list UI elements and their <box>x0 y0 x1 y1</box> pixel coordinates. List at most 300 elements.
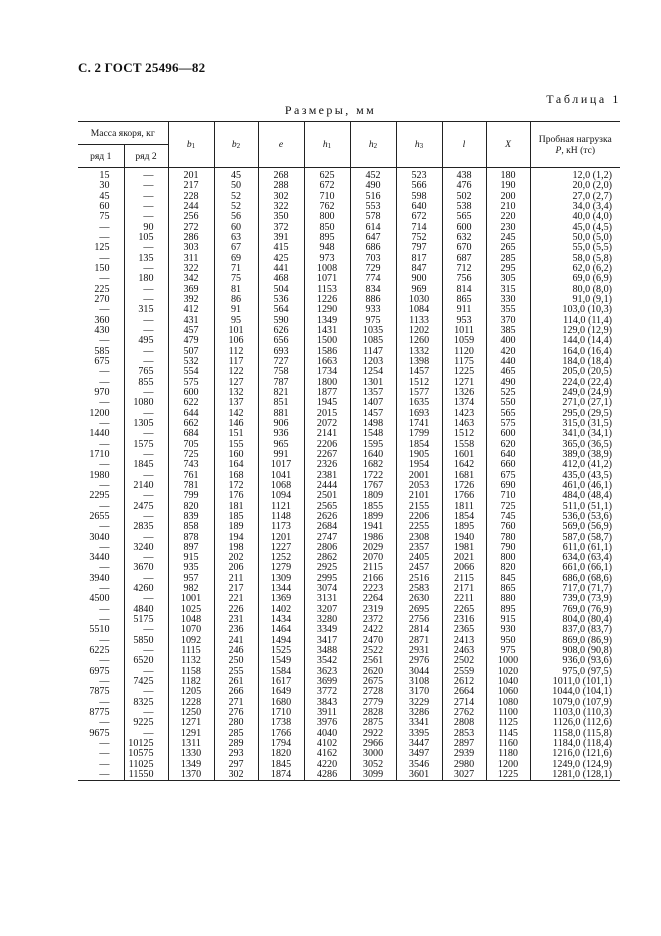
table-row <box>78 233 620 243</box>
table-cell: 2206 <box>304 440 350 450</box>
table-cell: 200 <box>486 192 530 202</box>
table-cell: 626 <box>258 326 304 336</box>
table-cell: 246 <box>214 646 258 656</box>
table-cell: 60 <box>214 223 258 233</box>
table-cell: 536,0 (53,6) <box>530 512 620 522</box>
table-cell: 598 <box>396 192 442 202</box>
table-cell: 3940 <box>89 572 110 584</box>
table-cell: 7875 <box>89 686 110 698</box>
table-cell: 1767 <box>350 481 396 491</box>
table-cell: 504 <box>258 285 304 295</box>
table-cell: 1498 <box>350 419 396 429</box>
table-cell: 532 <box>168 357 214 367</box>
table-cell: 575 <box>168 378 214 388</box>
table-cell: 392 <box>168 295 214 305</box>
table-cell: 3440 <box>89 552 110 564</box>
table-row <box>78 285 620 295</box>
table-cell: 1175 <box>442 357 486 367</box>
table-cell: — <box>124 429 168 439</box>
table-cell: 933 <box>350 305 396 315</box>
table-cell: 4500 <box>89 593 110 605</box>
table-cell: 202 <box>214 553 258 563</box>
table-cell: 2995 <box>304 574 350 584</box>
table-cell: 101 <box>214 326 258 336</box>
table-cell: 1035 <box>350 326 396 336</box>
table-cell: 30 <box>99 180 110 192</box>
table-cell: 2828 <box>350 708 396 718</box>
table-cell: 3341 <box>396 718 442 728</box>
table-cell: 2747 <box>304 532 350 542</box>
table-cell: 935 <box>168 563 214 573</box>
table-row <box>78 223 620 233</box>
table-cell: 800 <box>304 212 350 222</box>
table-cell: 640 <box>396 202 442 212</box>
table-cell: 600 <box>486 429 530 439</box>
table-cell: 56 <box>214 212 258 222</box>
table-cell: 1148 <box>258 512 304 522</box>
table-cell: 3286 <box>396 708 442 718</box>
table-cell: 1464 <box>258 625 304 635</box>
table-cell: 4286 <box>304 770 350 781</box>
table-cell: 11550 <box>124 770 168 781</box>
table-cell: 2925 <box>304 563 350 573</box>
table-cell: 1954 <box>396 460 442 470</box>
table-cell: 3027 <box>442 770 486 781</box>
table-row <box>78 615 620 625</box>
table-row <box>78 450 620 460</box>
table-cell: 2206 <box>396 512 442 522</box>
table-row <box>78 563 620 573</box>
table-cell: 322 <box>168 264 214 274</box>
table-cell: 760 <box>486 522 530 532</box>
table-cell: 950 <box>486 636 530 646</box>
table-title: Таблица 1 <box>546 92 621 106</box>
table-cell: 622 <box>168 398 214 408</box>
table-cell: 172 <box>214 481 258 491</box>
table-cell: 81 <box>214 285 258 295</box>
table-cell: 2664 <box>442 687 486 697</box>
table-cell: 975 <box>350 316 396 326</box>
table-cell: 256 <box>168 212 214 222</box>
table-row <box>78 636 620 646</box>
table-cell: — <box>99 634 110 646</box>
table-cell: 821 <box>258 388 304 398</box>
table-cell: 1349 <box>168 760 214 770</box>
table-cell: — <box>124 212 168 222</box>
table-row <box>78 594 620 604</box>
table-cell: 1044,0 (104,1) <box>530 687 620 697</box>
table-cell: 341,0 (34,1) <box>530 429 620 439</box>
table-cell: — <box>124 285 168 295</box>
table-cell: 693 <box>258 347 304 357</box>
table-cell: 1147 <box>350 347 396 357</box>
units-text: Размеры, мм <box>284 103 377 117</box>
table-cell: 1311 <box>168 739 214 749</box>
table-cell: — <box>99 252 110 264</box>
table-cell: 895 <box>304 233 350 243</box>
table-cell: 820 <box>168 502 214 512</box>
table-cell: 1225 <box>486 770 530 781</box>
table-cell: 1710 <box>89 448 110 460</box>
table-cell: 2255 <box>396 522 442 532</box>
table-cell: 600 <box>442 223 486 233</box>
header-b2: b2 <box>214 122 258 168</box>
table-cell: 847 <box>396 264 442 274</box>
table-cell: 523 <box>396 168 442 182</box>
table-row <box>78 367 620 377</box>
table-row <box>78 471 620 481</box>
table-cell: 1180 <box>486 749 530 759</box>
table-cell: 181 <box>214 502 258 512</box>
table-cell: 2806 <box>304 543 350 553</box>
table-row <box>78 254 620 264</box>
table-cell: 729 <box>350 264 396 274</box>
table-cell: 2516 <box>396 574 442 584</box>
table-cell: 457 <box>168 326 214 336</box>
table-cell: 1158,0 (115,8) <box>530 729 620 739</box>
table-cell: 625 <box>304 168 350 182</box>
table-cell: — <box>99 397 110 409</box>
table-cell: 4102 <box>304 739 350 749</box>
table-cell: 970 <box>94 386 110 398</box>
table-cell: 400 <box>486 336 530 346</box>
table-cell: 2101 <box>396 491 442 501</box>
table-cell: 1226 <box>304 295 350 305</box>
table-cell: 1494 <box>258 636 304 646</box>
table-cell: 837,0 (83,7) <box>530 625 620 635</box>
table-cell: 185 <box>214 512 258 522</box>
table-cell: 71 <box>214 264 258 274</box>
table-cell: 211 <box>214 574 258 584</box>
table-cell: 45 <box>214 168 258 182</box>
table-cell: — <box>99 758 110 770</box>
table-row <box>78 326 620 336</box>
table-cell: 670 <box>442 243 486 253</box>
table-cell: 452 <box>350 168 396 182</box>
table-cell: — <box>124 347 168 357</box>
table-cell: 3280 <box>304 615 350 625</box>
table-cell: 2015 <box>304 409 350 419</box>
table-cell: 1854 <box>396 440 442 450</box>
table-cell: 1899 <box>350 512 396 522</box>
table-cell: 2265 <box>442 605 486 615</box>
table-cell: 2976 <box>396 656 442 666</box>
table-cell: 4040 <box>304 729 350 739</box>
table-cell: 164 <box>214 460 258 470</box>
table-cell: 490 <box>350 181 396 191</box>
table-cell: 144,0 (14,4) <box>530 336 620 346</box>
table-cell: 587,0 (58,7) <box>530 532 620 542</box>
table-cell: 293 <box>214 749 258 759</box>
table-cell: 1799 <box>396 429 442 439</box>
table-cell: 2365 <box>442 625 486 635</box>
table-cell: 1693 <box>396 409 442 419</box>
table-cell: 687 <box>442 254 486 264</box>
table-cell: 1577 <box>396 388 442 398</box>
table-cell: 230 <box>486 223 530 233</box>
table-cell: — <box>99 676 110 688</box>
table-cell: 620 <box>486 440 530 450</box>
table-cell: 241 <box>214 636 258 646</box>
table-cell: 982 <box>168 584 214 594</box>
table-cell: — <box>99 562 110 574</box>
table-cell: 1525 <box>258 646 304 656</box>
table-cell: 1512 <box>442 429 486 439</box>
table-cell: 2223 <box>350 584 396 594</box>
table-cell: 1617 <box>258 677 304 687</box>
header-row1: ряд 1 <box>78 145 124 168</box>
table-cell: 255 <box>214 667 258 677</box>
table-cell: 725 <box>168 450 214 460</box>
table-cell: 2267 <box>304 450 350 460</box>
table-cell: 250 <box>214 656 258 666</box>
table-cell: 75 <box>214 274 258 284</box>
table-row <box>78 502 620 512</box>
table-cell: 34,0 (3,4) <box>530 202 620 212</box>
table-cell: 315,0 (31,5) <box>530 419 620 429</box>
table-cell: 2684 <box>304 522 350 532</box>
table-cell: 431 <box>168 316 214 326</box>
table-cell: 761 <box>168 471 214 481</box>
table-row <box>78 739 620 749</box>
table-cell: — <box>124 316 168 326</box>
table-cell: — <box>99 417 110 429</box>
table-cell: 276 <box>214 708 258 718</box>
table-cell: 266 <box>214 687 258 697</box>
table-cell: 865 <box>442 295 486 305</box>
table-cell: 1103,0 (110,3) <box>530 708 620 718</box>
table-cell: 865 <box>486 584 530 594</box>
table-cell: 565 <box>442 212 486 222</box>
table-cell: 569,0 (56,9) <box>530 522 620 532</box>
table-cell: 1330 <box>168 749 214 759</box>
table-cell: 1205 <box>168 687 214 697</box>
table-cell: 799 <box>168 491 214 501</box>
table-cell: — <box>99 717 110 729</box>
table-cell: 91,0 (9,1) <box>530 295 620 305</box>
table-cell: 845 <box>486 574 530 584</box>
table-cell: 858 <box>168 522 214 532</box>
table-cell: 62,0 (6,2) <box>530 264 620 274</box>
table-cell: 180 <box>124 274 168 284</box>
table-row <box>78 181 620 191</box>
table-cell: 3546 <box>396 760 442 770</box>
header-x-text: X <box>505 139 511 150</box>
table-cell: 1981 <box>442 543 486 553</box>
table-cell: 150 <box>94 262 110 274</box>
table-cell: 936 <box>258 429 304 439</box>
table-row <box>78 316 620 326</box>
table-cell: 1854 <box>442 512 486 522</box>
table-cell: 479 <box>168 336 214 346</box>
table-cell: 869,0 (86,9) <box>530 636 620 646</box>
table-cell: 2141 <box>304 429 350 439</box>
table-cell: — <box>99 603 110 615</box>
table-cell: 3000 <box>350 749 396 759</box>
header-e-text: e <box>278 139 284 150</box>
table-row <box>78 388 620 398</box>
table-cell: 804,0 (80,4) <box>530 615 620 625</box>
table-cell: 95 <box>214 316 258 326</box>
table-cell: 8775 <box>89 707 110 719</box>
table-cell: 5510 <box>89 624 110 636</box>
table-row <box>78 264 620 274</box>
table-row <box>78 419 620 429</box>
table-row <box>78 274 620 284</box>
table-cell: 3040 <box>89 531 110 543</box>
table-row <box>78 168 620 182</box>
table-cell: 725 <box>486 502 530 512</box>
table-cell: 717,0 (71,7) <box>530 584 620 594</box>
table-cell: — <box>124 326 168 336</box>
table-cell: 1357 <box>350 388 396 398</box>
table-cell: 1500 <box>304 336 350 346</box>
table-cell: 1084 <box>396 305 442 315</box>
table-cell: 11025 <box>124 760 168 770</box>
table-row <box>78 460 620 470</box>
table-cell: 117 <box>214 357 258 367</box>
table-cell: 228 <box>168 192 214 202</box>
table-cell: 1374 <box>442 398 486 408</box>
table-cell: — <box>99 479 110 491</box>
table-cell: 774 <box>350 274 396 284</box>
table-cell: 1120 <box>442 347 486 357</box>
table-cell: 190 <box>486 181 530 191</box>
table-cell: 1145 <box>486 729 530 739</box>
table-cell: 2072 <box>304 419 350 429</box>
table-cell: 2021 <box>442 553 486 563</box>
table-cell: 2922 <box>350 729 396 739</box>
table-cell: 425 <box>258 254 304 264</box>
table-cell: 675 <box>94 355 110 367</box>
table-cell: 1855 <box>350 502 396 512</box>
table-cell: — <box>99 541 110 553</box>
table-cell: 155 <box>214 440 258 450</box>
table-cell: 75 <box>99 211 110 223</box>
table-cell: 465 <box>486 367 530 377</box>
table-cell: — <box>124 295 168 305</box>
table-cell: 2053 <box>396 481 442 491</box>
table-cell: 184,0 (18,4) <box>530 357 620 367</box>
table-cell: — <box>124 450 168 460</box>
table-cell: 391 <box>258 233 304 243</box>
table-cell: 164,0 (16,4) <box>530 347 620 357</box>
table-row <box>78 605 620 615</box>
table-cell: 820 <box>486 563 530 573</box>
table-cell: 1845 <box>124 460 168 470</box>
table-cell: 3542 <box>304 656 350 666</box>
table-cell: — <box>99 521 110 533</box>
table-cell: 672 <box>396 212 442 222</box>
table-cell: 672 <box>304 181 350 191</box>
table-cell: 1085 <box>350 336 396 346</box>
table-cell: 1309 <box>258 574 304 584</box>
table-row <box>78 336 620 346</box>
table-cell: 2066 <box>442 563 486 573</box>
table-cell: 661,0 (66,1) <box>530 563 620 573</box>
table-cell: 839 <box>168 512 214 522</box>
table-cell: 217 <box>214 584 258 594</box>
table-cell: 67 <box>214 243 258 253</box>
table-cell: — <box>124 471 168 481</box>
table-cell: 412 <box>168 305 214 315</box>
table-cell: 686,0 (68,6) <box>530 574 620 584</box>
table-cell: 2070 <box>350 553 396 563</box>
table-cell: 315 <box>124 305 168 315</box>
table-cell: 780 <box>486 532 530 542</box>
table-cell: 225 <box>94 283 110 295</box>
table-cell: 322 <box>258 202 304 212</box>
table-cell: 705 <box>168 440 214 450</box>
table-cell: 1402 <box>258 605 304 615</box>
table-cell: 194 <box>214 532 258 542</box>
table-cell: 2155 <box>396 502 442 512</box>
table-cell: 565 <box>486 409 530 419</box>
table-cell: 915 <box>486 615 530 625</box>
table-cell: 797 <box>396 243 442 253</box>
table-cell: 800 <box>486 553 530 563</box>
table-cell: 1216,0 (121,6) <box>530 749 620 759</box>
table-cell: 536 <box>258 295 304 305</box>
table-cell: 957 <box>168 574 214 584</box>
table-cell: 268 <box>258 168 304 182</box>
table-cell: 1369 <box>258 594 304 604</box>
table-cell: 2835 <box>124 522 168 532</box>
table-cell: — <box>124 729 168 739</box>
table-row <box>78 295 620 305</box>
table-cell: 2779 <box>350 698 396 708</box>
table-cell: — <box>124 168 168 182</box>
table-cell: 817 <box>396 254 442 264</box>
table-cell: — <box>99 376 110 388</box>
header-b1: b1 <box>168 122 214 168</box>
table-cell: 1575 <box>124 440 168 450</box>
table-cell: 1160 <box>486 739 530 749</box>
table-cell: 900 <box>396 274 442 284</box>
table-cell: 564 <box>258 305 304 315</box>
table-cell: 289 <box>214 739 258 749</box>
table-cell: 1008 <box>304 264 350 274</box>
table-cell: 1201 <box>258 532 304 542</box>
table-cell: 1048 <box>168 615 214 625</box>
table-cell: 189 <box>214 522 258 532</box>
table-cell: — <box>99 273 110 285</box>
table-cell: 660 <box>486 460 530 470</box>
table-cell: 132 <box>214 388 258 398</box>
table-cell: 578 <box>350 212 396 222</box>
table-cell: 585 <box>94 345 110 357</box>
table-cell: 201 <box>168 168 214 182</box>
table-row <box>78 543 620 553</box>
table-cell: 389,0 (38,9) <box>530 450 620 460</box>
table-cell: 2931 <box>396 646 442 656</box>
table-cell: 1254 <box>350 367 396 377</box>
table-cell: 502 <box>442 192 486 202</box>
table-row <box>78 347 620 357</box>
table-cell: 1158 <box>168 667 214 677</box>
table-cell: 2422 <box>350 625 396 635</box>
table-cell: 330 <box>486 295 530 305</box>
table-cell: 297 <box>214 760 258 770</box>
table-cell: 265 <box>486 243 530 253</box>
table-cell: — <box>124 243 168 253</box>
table-row <box>78 770 620 781</box>
table-cell: 2875 <box>350 718 396 728</box>
table-cell: 3911 <box>304 708 350 718</box>
table-cell: 1125 <box>486 718 530 728</box>
table-cell: 662 <box>168 419 214 429</box>
table-cell: 1200 <box>486 760 530 770</box>
